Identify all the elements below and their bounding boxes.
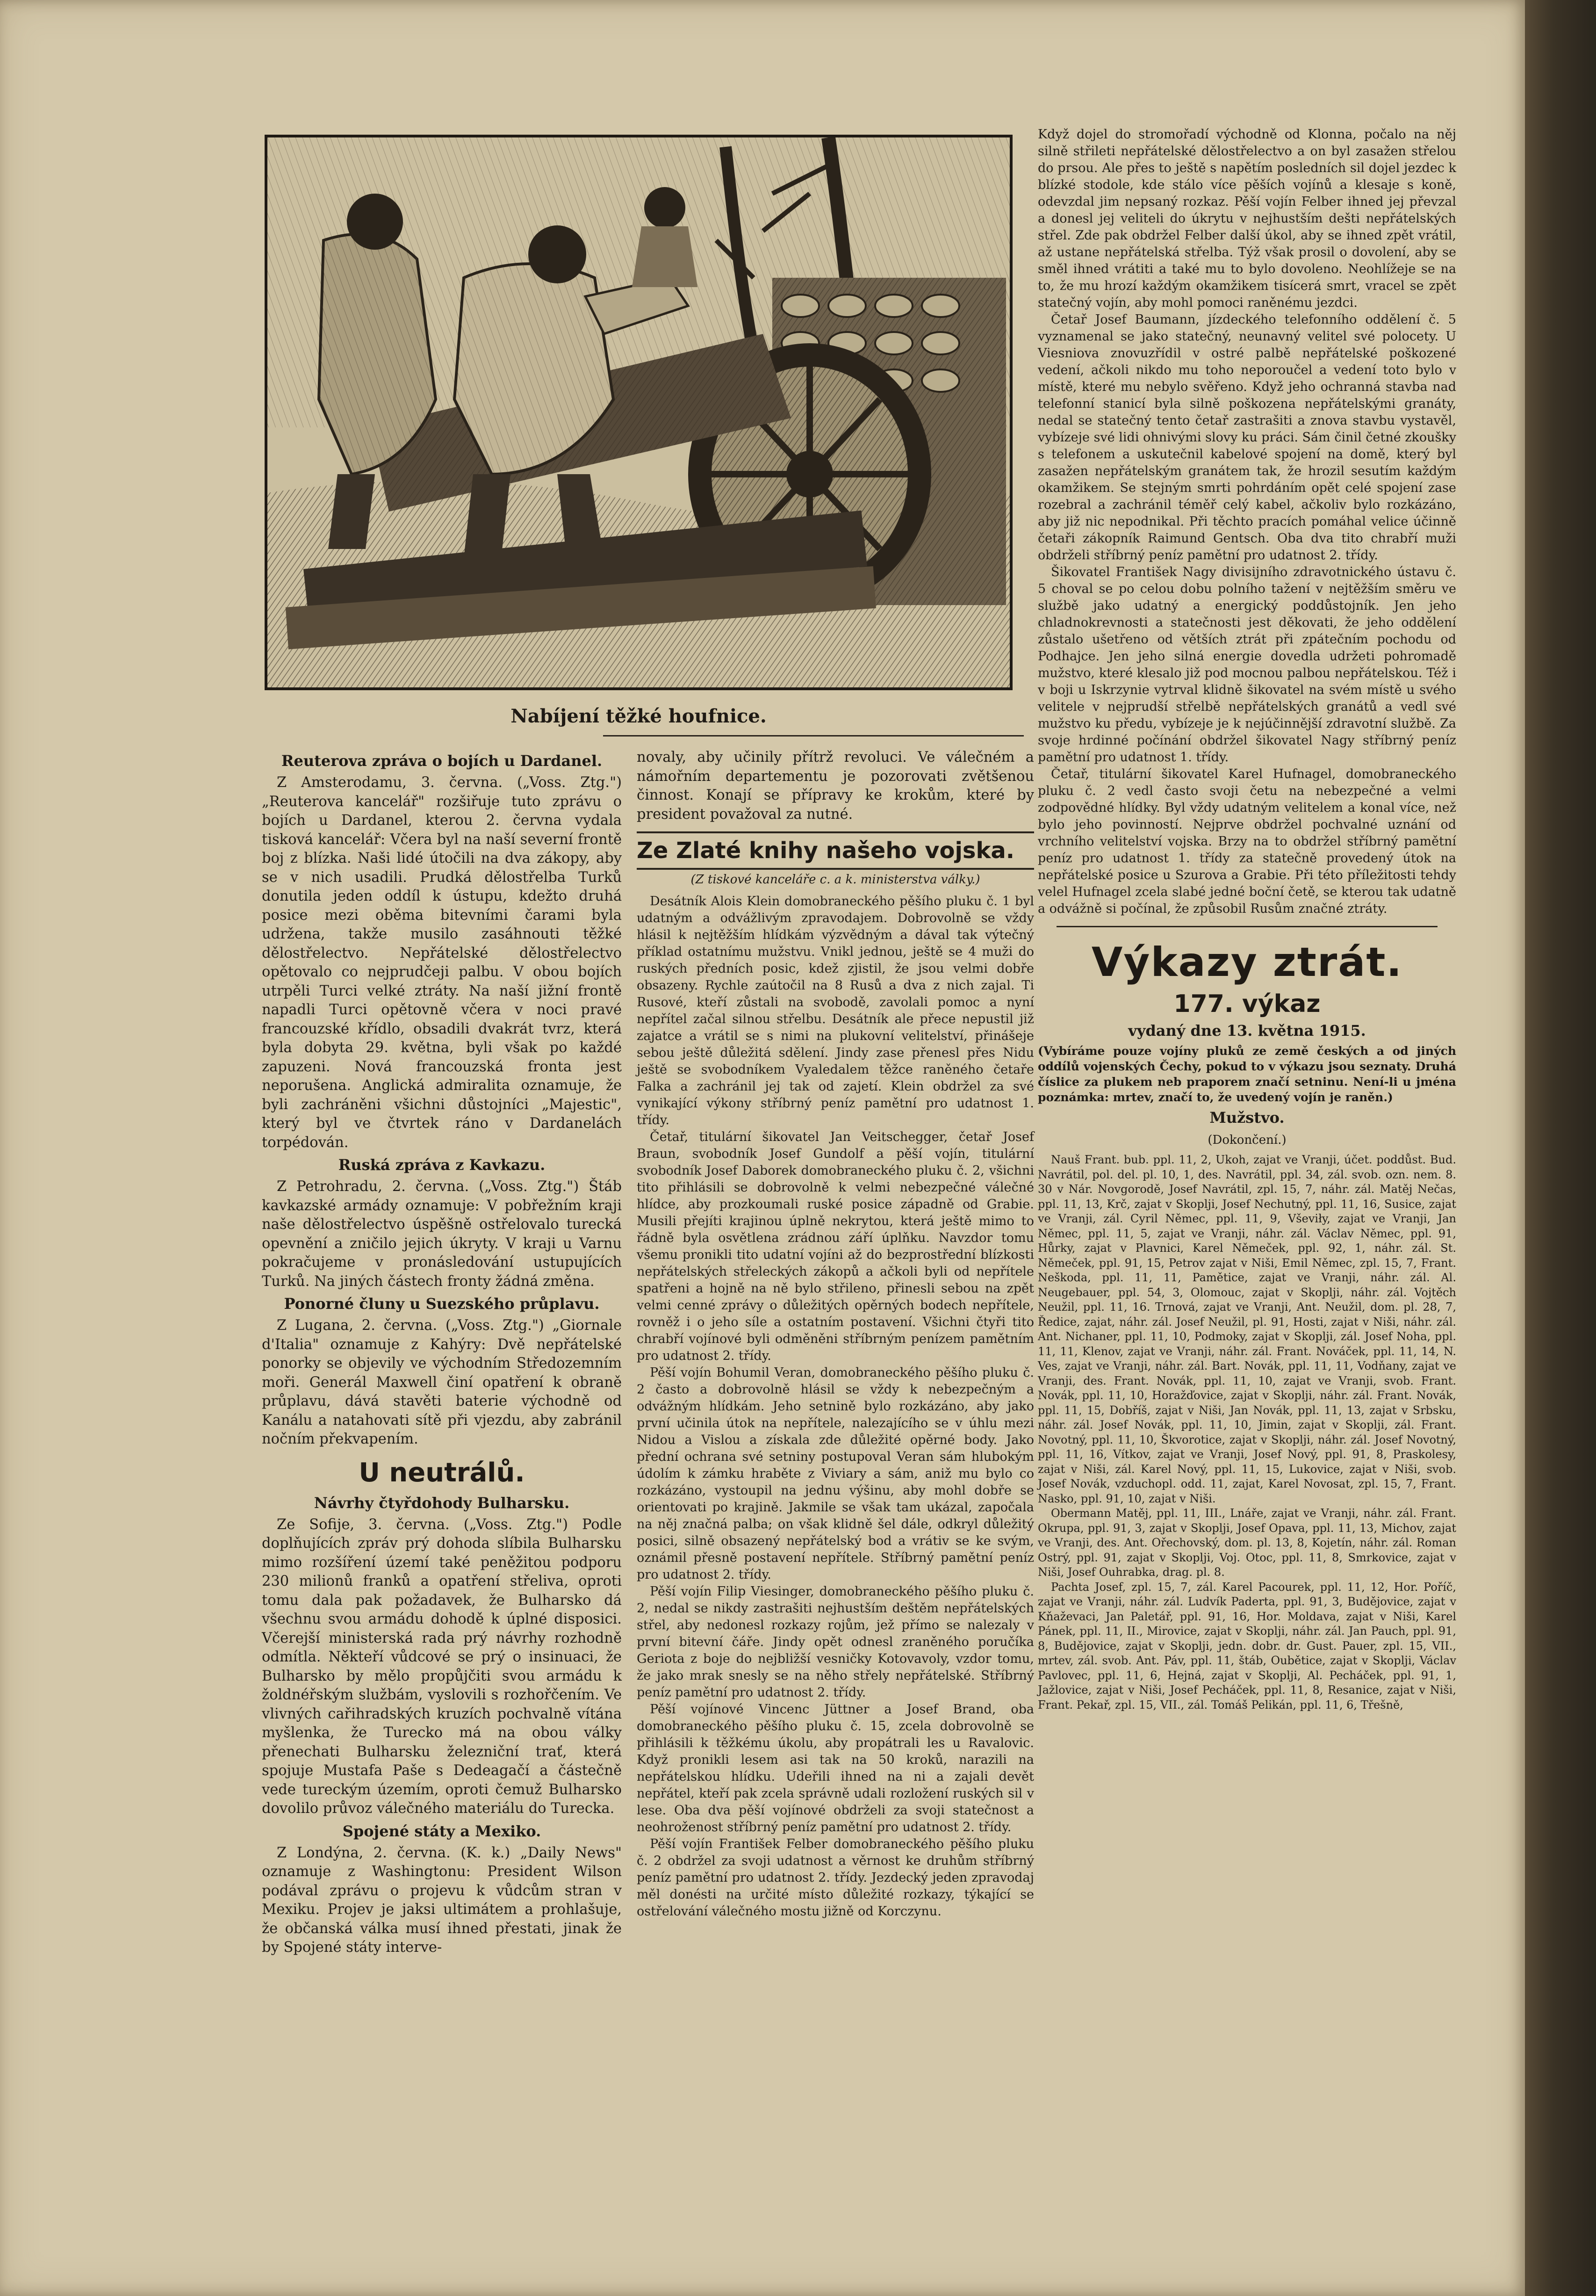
column-right — [1038, 126, 1456, 1712]
article-viesinger: Pěší vojín Filip Viesinger, domobraneckého pěšího pluku č. 2, nedal se nikdy zastrašiti nejhustším deštěm nepřátelských střel, aby nedonesl rozkazy rojům, jež přímo se nalezaly v první bitevní čáře. Jindy opět odnesl zraněného poručíka Geriota z boje do nejbližší vesničky Kotovavoly, vzdor tomu, že jako mrak snesly se na něho střely nepřátelské. Stříbrný peníz pamětní pro udatnost 2. třídy. — [637, 1584, 1034, 1700]
caption-rule — [603, 735, 1024, 736]
column-left — [262, 748, 622, 1957]
article-klein: Desátník Alois Klein domobraneckého pěšího pluku č. 1 byl udatným a odvážlivým zpravodajem. Dobrovolně se vždy hlásil k nejtěžším hlídkám výzvědným a dával tak výtečný příklad ostatnímu mužstvu. Vnikl jednou, ještě se 4 muži do ruských předních posic, kdež zjistil, že jsou velmi dobře obsazeny. Rychle zaútočil na 8 Rusů a dva z nich zajal. Ti Rusové, kteří zůstali na svobodě, zavolali pomoc a nyní nepřítel začal silnou střelbu. Desátník ale přece nepustil již zajatce a vrátil se s nimi na plukovní velitelství, přinášeje sebou ještě důležitá sdělení. Jindy zase přenesl přes Nidu ještě se svobodníkem Vyaledalem těžce raněného četaře Falka a zachránil jej tak od zajetí. Klein obdržel za své vynikající výkony stříbrný peníz pamětní pro udatnost 1. třídy. — [637, 894, 1034, 1127]
article-hufnagel: Četař, titulární šikovatel Karel Hufnagel, domobraneckého pluku č. 2 vedl často svoji četu na nebezpečné a velmi zodpovědné hlídky. Byl vždy udatným velitelem a konal více, než bylo jeho povinností. Nejprve obdržel pochvalné uznání od vrchního velitelství vojska. Brzy na to obdržel stříbrný pamětní peníz pro udatnost 1. třídy za statečně provedený útok na nepřátelské posice u Szurova a Grabie. Při této příležitosti tehdy velel Hufnagel zcela slabé jedné boční četě, se kterou tak udatně a odvážně si počínal, že způsobil Rusům značné ztráty. — [1038, 767, 1456, 916]
article-baumann: Četař Josef Baumann, jízdeckého telefonního oddělení č. 5 vyznamenal se jako statečný, neunavný velitel své polocety. U Viesniova znovuzřídil v ostré palbě nepřátelské poškozené vedení, ačkoli nikdo mu toho neporoučel a vedení toto bylo v místě, které mu nebylo svěřeno. Když jeho ochranná stavba nad telefonní stanicí byla silně poškozena nepřátelskými granáty, nedal se statečný tento četař zastrašiti a znova stavbu vystavěl, vybízeje své lidi ohnivými slovy ku práci. Sám činil četné zkoušky s telefonem a uskutečnil kabelové spojení na domě, který byl zasažen nepřátelským granátem tak, že hrozil sesutím každým okamžikem. Se stejným smrti pohrdáním opět celé spojení zase rozebral a zachránil téměř celý kabel, ačkoliv bylo rozkázáno, aby již nic nepodnikal. Při těchto pracích pomáhal velice účinně četaři zákopník Raimund Gentsch. Oba dva tito chrabří muži obdrželi stříbrný peníz pamětní pro udatnost 2. třídy. — [1038, 312, 1456, 563]
headline-suez: Ponorné čluny u Suezského průplavu. — [284, 1295, 600, 1313]
illustration-caption: Nabíjení těžké houfnice. — [510, 705, 767, 727]
casualty-list-p: Pachta Josef, zpl. 15, 7, zál. Karel Pacourek, ppl. 11, 12, Hor. Poříč, zajat ve Vranji, náhr. zál. Ludvík Paderta, ppl. 91, 3, Budějovice, zajat v Kňaževaci, Jan Paletář, ppl. 91, 16, Hor. Moldava, zajat v Niši, Karel Pánek, ppl. 11, II., Mirovice, zajat v Skoplji, náhr. zál. Jan Pauch, ppl. 91, 8, Budějovice, zajat v Skoplji, jedn. dobr. dr. Gust. Pauer, zpl. 15, VII., mrtev, zál. svob. Ant. Páv, ppl. 11, štáb, Oubětice, zajat v Skoplji, Václav Pavlovec, ppl. 11, 6, Hejná, zajat v Skoplji, Al. Pecháček, ppl. 91, 1, Jažlovice, zajat v Niši, Josef Pecháček, ppl. 11, 8, Resanice, zajat v Niši, Frant. Pekař, zpl. 15, VII., zál. Tomáš Pelikán, ppl. 11, 6, Třešně, — [1038, 1580, 1456, 1711]
headline-vykaz-date: vydaný dne 13. května 1915. — [1128, 1022, 1366, 1040]
article-mexiko: Z Londýna, 2. června. (K. k.) „Daily News" oznamuje z Washingtonu: President Wilson podával zprávu o projevu k vůdcům stran v Mexiku. Projev je jaksi ultimátem a prohlašuje, že občanská válka musí ihned přestati, jinak že by Spojené státy interve- — [262, 1844, 622, 1956]
casualty-list-o: Obermann Matěj, ppl. 11, III., Lnáře, zajat ve Vranji, náhr. zál. Frant. Okrupa, ppl. 91, 3, zajat v Skoplji, Josef Opava, ppl. 11, 13, Michov, zajat ve Vranji, des. Ant. Ořechovský, dom. pl. 13, 8, Kojetín, náhr. zál. Roman Ostrý, ppl. 91, zajat v Skoplji, Voj. Otoc, ppl. 11, 8, Smrkovice, zajat v Niši, Josef Ouhrabka, drag. pl. 8. — [1038, 1507, 1456, 1579]
article-veitschegger: Četař, titulární šikovatel Jan Veitschegger, četař Josef Braun, svobodník Josef Gundolf a pěší vojín, titulární svobodník Josef Daborek domobraneckého pluku č. 2, všichni tito přihlásili se dobrovolně k velmi nebezpečné válečné hlídce, aby prozkoumali ruské posice západně od Grabie. Musili přejíti krajinou úplně nekrytou, která ještě mimo to řádně byla osvětlena zrádnou září úplňku. Navzdor tomu všemu pronikli tito udatní vojíni až do bezprostřední blízkosti nepřátelských střeleckých zákopů a ačkoli byli od nepřítele spatřeni a hojně na ně bylo střileno, přinesli sebou na zpět velmi cenné zprávy o důležitých opěrných bodech nepřítele, rovněž i o jeho síle a ostatním postavení. Všichni čtyři tito chrabří vojínové byli odměněni stříbrným penízem pamětním pro udatnost 2. třídy. — [637, 1130, 1034, 1363]
subheadline-zlata-kniha: (Z tiskové kanceláře c. a k. ministerstva války.) — [690, 873, 980, 887]
article-veran: Pěší vojín Bohumil Veran, domobraneckého pěšího pluku č. 2 často a dobrovolně hlásil se vždy k nebezpečným a odvážným hlídkám. Jeho setnině bylo rozkázáno, aby jako první učinila útok na nepřítele, nalezajícího se v úhlu mezi Nidou a Vislou a získala zde důležité opěrné body. Jako přední ochrana své setniny postupoval Veran sám hlubokým údolím k zámku hraběte z Viviary a sám, aniž mu bylo co rozkázáno, vystoupil na jednu výšinu, aby mohl dobře se orientovati po krajině. Jakmile se však tam ukázal, započala na něj značná palba; on však klidně šel dále, odkryl důležitý posici, silně obsazený nepřátelský bod a vrátiv se ke svým, oznámil přesně postavení nepřítele. Stříbrný pamětní peníz pro udatnost 2. třídy. — [637, 1365, 1034, 1582]
headline-bulharsko: Návrhy čtyřdohody Bulharsku. — [314, 1494, 570, 1512]
headline-vykaz-number: 177. výkaz — [1173, 990, 1321, 1018]
article-nagy: Šikovatel František Nagy divisijního zdravotnického ústavu č. 5 choval se po celou dobu polního tažení v nejtěžším směru ve službě jako udatný a energický poddůstojník. Jen jeho chladnokrevnosti a statečnosti jest děkovati, že jeho oddělení zůstalo ušetřeno od větších ztrát při zpátečním pochodu od Podhajce. Jen jeho silná energie dovedla udržeti pohromadě mužstvo, které klesalo již pod mocnou palbou nepřátelskou. Též i v boji u Iskrzynie vytrval klidně šikovatel na svém místě u svého velitele v nejprudší střelbě nepřátelských granátů a vedl své mužstvo ku předu, vybízeje je k nejúčinnější zdravotní službě. Za svoje hrdinné počínání obdržel šikovatel Nagy stříbrný peníz pamětní pro udatnost 1. třídy. — [1038, 565, 1456, 765]
article-suez: Z Lugana, 2. června. („Voss. Ztg.") „Giornale d'Italia" oznamuje z Kahýry: Dvě nepřátelské ponorky se objevily ve východním Středozemním moři. Generál Maxwell činí opatření k obraně průplavu, dává stavěti baterie východně od Kanálu a natahovati sítě při vjezdu, aby zabránil nočním překvapením. — [262, 1317, 622, 1447]
article-felber: Pěší vojín František Felber domobraneckého pěšího pluku č. 2 obdržel za svoji udatnost a věrnost ke druhům stříbrný peníz pamětní pro udatnost 2. třídy. Jezdecký jeden zpravodaj měl donésti na určité místo důležité rozkazy, týkající se ostřelování válečného mostu jižně od Korczynu. — [637, 1837, 1034, 1919]
article-bulharsko: Ze Sofije, 3. června. („Voss. Ztg.") Podle doplňujících zpráv prý dohoda slíbila Bulharsku mimo rozšíření území také peněžitou podporu 230 milionů franků a opatření střeliva, oproti tomu dala pak požadavek, že Bulharsko dá všechnu svou armádu dohodě k úplné disposici. Včerejší ministerská rada prý návrhy rozhodně odmítla. Někteří vůdcové se prý o insinuaci, že Bulharsko by mělo propůjčiti svou armádu k žoldnéřským službám, vyslovili s rozhořčením. Ve vlivných cařihradských kruzích pochvalně vítána myšlenka, že Turecko má na obou války přenechati Bulharsku železniční trať, která spojuje Mustafa Paše s Dedeagačí a částečně vede tureckým územím, oproti čemuž Bulharsko dovolilo průvoz válečného materiálu do Turecka. — [262, 1516, 622, 1817]
headline-dardanely: Reuterova zpráva o bojích u Dardanel. — [281, 752, 603, 770]
vykaz-note: (Vybíráme pouze vojíny pluků ze země českých a od jiných oddílů vojenských Čechy, pokud to v výkazu jsou seznaty. Druhá číslice za plukem neb praporem značí setninu. Není-li u jména poznámka: mrtev, značí to, že uvedený vojín je raněn.) — [1038, 1044, 1456, 1104]
headline-zlata-kniha: Ze Zlaté knihy našeho vojska. — [637, 831, 1034, 870]
article-kavkaz: Z Petrohradu, 2. června. („Voss. Ztg.") Štáb kavkazské armády oznamuje: V pobřežním kraji naše dělostřelectvo úspěšně ostřelovalo turecká opevnění a zničilo jejich úkryty. V kraji u Varnu pokračujeme v pronásledování ustupujících Turků. Na jiných částech fronty žádná změna. — [262, 1178, 622, 1290]
label-dokonceni: (Dokončení.) — [1208, 1133, 1287, 1147]
headline-mexiko: Spojené státy a Mexiko. — [342, 1822, 541, 1840]
article-dardanely: Z Amsterodamu, 3. června. („Voss. Ztg.") „Reuterova kancelář" rozšiřuje tuto zprávu o bojích u Dardanel, kterou 2. června vydala tisková kancelář: Včera byl na naší severní frontě boj z blízka. Naši lidé útočili na dva zákopy, aby se v nich usadili. Prudká dělostřelba Turků donutila jeden oddíl k ústupu, kdežto druhá posice mezi oběma bitevními čarami byla udržena, takže musilo zasáhnouti těžké dělostřelectvo. Nepřátelské dělostřelectvo opětovalo co nejprudčeji palbu. V obou bojích utrpěli Turci velké ztráty. Na naší jižní frontě napadli Turci opětovně včera v noci pravé francouzské křídlo, obsadili dvakrát tvrz, která byla dobyta 29. května, byli však po každé zapuzeni. Nová francouzská fronta jest neporušena. Anglická admiralita oznamuje, že byli zachráněni všichni důstojníci „Majestic", který byl ve čtvrtek ráno v Dardanelách torpédován. — [262, 774, 622, 1151]
page-edge-dark — [1525, 0, 1596, 2296]
article-mexiko-continued: novaly, aby učinily přítrž revoluci. Ve válečném a námořním departementu je pozorovati zvětšenou činnost. Konají se přípravy ke krokům, které by president považoval za nutné. — [637, 749, 1034, 823]
engraving-image — [267, 137, 1010, 687]
headline-neutrals: U neutrálů. — [359, 1457, 525, 1488]
column-middle — [637, 748, 1034, 1920]
illustration-howitzer — [265, 135, 1013, 690]
headline-vykazy-ztrat: Výkazy ztrát. — [1091, 939, 1403, 986]
headline-kavkaz: Ruská zpráva z Kavkazu. — [338, 1156, 546, 1174]
headline-muzstvo: Mužstvo. — [1209, 1109, 1285, 1126]
article-felber-continued: Když dojel do stromořadí východně od Klonna, počalo na něj silně střileti nepřátelské dělostřelectvo a on byl zasažen střelou do prsou. Ale přes to ještě s napětím posledních sil dojel jezdec k blízké stodole, kde stálo více pěších vojínů a klesaje s koně, odevzdal jim nepsaný rozkaz. Pěší vojín Felber ihned jej převzal a donesl jej veliteli do úkrytu v nejhustším dešti nepřátelských střel. Zde pak obdržel Felber další úkol, aby se ihned zpět vrátil, až ustane nepřátelská střelba. Týž však prosil o dovolení, aby se směl ihned vrátiti a také mu to bylo dovoleno. Neohlížeje se na to, že mu hrozí každým okamžikem tisícerá smrt, vracel se zpět statečný vojín, aby mohl pomoci raněnému jezdci. — [1038, 127, 1456, 310]
article-juttner: Pěší vojínové Vincenc Jüttner a Josef Brand, oba domobraneckého pěšího pluku č. 15, zcela dobrovolně se přihlásili k těžkému úkolu, aby propátrali les u Ravalovic. Když pronikli lesem asi tak na 50 kroků, narazili na nepřátelskou hlídku. Udeřili ihned na ni a zajali devět nepřátel, kteří pak zcela správně udali rozložení ruských sil v lese. Oba dva pěší vojínové obdrželi za svoji statečnost a neohroženost stříbrný peníz pamětní pro udatnost 2. třídy. — [637, 1702, 1034, 1834]
casualty-list-n: Nauš Frant. bub. ppl. 11, 2, Ukoh, zajat ve Vranji, účet. poddůst. Bud. Navrátil, pol. del. pl. 10, 1, des. Navrátil, ppl. 34, zál. svob. ozn. nem. 8. 30 v Nár. Novgorodě, Josef Navrátil, zpl. 15, 7, náhr. zál. Matěj Nečas, ppl. 11, 13, Krč, zajat v Skoplji, Josef Nechutný, ppl. 11, 16, Susice, zajat ve Vranji, zál. Cyril Němec, ppl. 11, 9, Vševiły, zajat ve Vranji, Jan Němec, ppl. 11, 5, zajat ve Vranji, náhr. zál. Václav Němec, ppl. 91, Hůrky, zajat v Plavnici, Karel Němeček, ppl. 92, 1, náhr. zál. St. Němeček, ppl. 91, 15, Petrov zajat v Niši, Emil Němec, zpl. 15, 7, Frant. Neškoda, ppl. 11, 11, Pamětice, zajat ve Vranji, náhr. zál. Al. Neugebauer, ppl. 54, 3, Olomouc, zajat v Skoplji, náhr. zál. Vojtěch Neužil, ppl. 11, 16. Trnová, zajat ve Vranji, Ant. Neužil, dom. pl. 28, 7, Ředice, zajat, náhr. zál. Josef Neužil, pl. 91, Hosti, zajat v Niši, náhr. zál. Ant. Nichaner, ppl. 11, 10, Podmoky, zajat v Skoplji, zál. Josef Noha, ppl. 11, 11, Klenov, zajat ve Vranji, náhr. zál. Frant. Nováček, ppl. 11, 14, N. Ves, zajat ve Vranji, náhr. zál. Bart. Novák, ppl. 11, 11, Vodňany, zajat ve Vranji, des. Frant. Novák, ppl. 11, 10, zajat ve Vranji, svob. Frant. Novák, ppl. 11, 10, Horažďovice, zajat v Skoplji, náhr. zál. Frant. Novák, ppl. 11, 15, Dobříš, zajat v Niši, Jan Novák, ppl. 11, 13, zajat v Srbsku, náhr. zál. Josef Novák, ppl. 11, 10, Jimin, zajat v Skoplji, zál. Frant. Novotný, ppl. 11, 10, Škvorotice, zajat v Skoplji, náhr. zál. Josef Novotný, ppl. 11, 16, Vítkov, zajat ve Vranji, Josef Nový, ppl. 91, 8, Praskolesy, zajat v Niši, zál. Karel Nový, ppl. 11, 15, Lukovice, zajat v Niši, svob. Josef Novák, vzduchopl. odd. 11, zajat, Karel Novosat, zpl. 15, 7, Frant. Nasko, ppl. 91, 10, zajat v Niši. — [1038, 1153, 1456, 1505]
section-rule — [1057, 926, 1438, 927]
